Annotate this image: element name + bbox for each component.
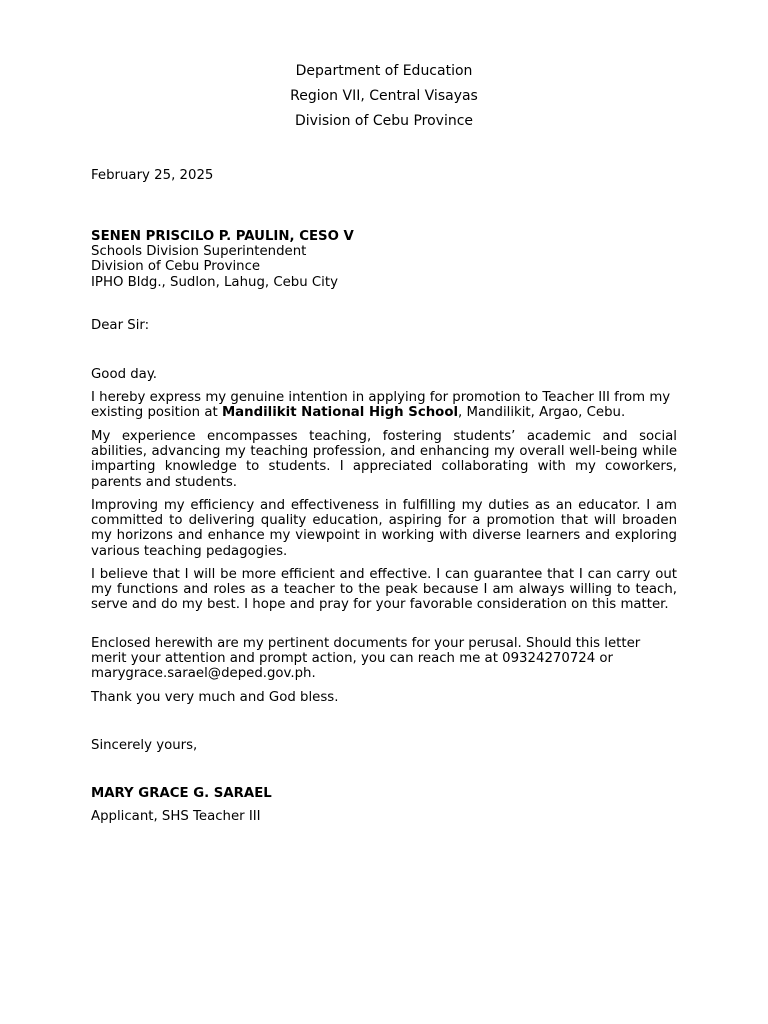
- salutation: Dear Sir:: [91, 318, 150, 333]
- paragraph-intention-end: , Mandilikit, Argao, Cebu.: [458, 405, 626, 421]
- enclosure-line-2: merit your attention and prompt action, you can reach me at 09324270724 or: [91, 651, 614, 667]
- greeting: Good day.: [91, 367, 158, 382]
- enclosure-line-1: Enclosed herewith are my pertinent documents for your perusal. Should this letter: [91, 636, 641, 651]
- paragraph-experience: My experience encompasses teaching, fostering students’ academic and social abilities, advancing my teaching profession, and enhancing my overall well-being while imparting knowledge to students. I appreciated collaborating with my coworkers, parents and students.: [91, 429, 677, 490]
- header-division: Division of Cebu Province: [294, 113, 474, 129]
- recipient-address: IPHO Bldg., Sudlon, Lahug, Cebu City: [91, 274, 338, 290]
- paragraph-intention: [91, 390, 677, 420]
- header-department: Department of Education: [295, 63, 473, 79]
- recipient-block: [91, 229, 677, 290]
- paragraph-intention-text: I hereby express my genuine intention in applying for promotion to Teacher III from my existing position at: [91, 390, 671, 421]
- thanks-line: Thank you very much and God bless.: [91, 690, 339, 705]
- header-region: Region VII, Central Visayas: [290, 88, 478, 104]
- paragraph-commitment: I believe that I will be more efficient and effective. I can guarantee that I can carry out my functions and roles as a teacher to the peak because I am always willing to teach, serve and do my best. I hope and pray for your favorable consideration on this matter.: [91, 567, 677, 613]
- school-name: Mandilikit National High School: [221, 405, 459, 421]
- letter-date: February 25, 2025: [91, 168, 214, 183]
- signatory-name: MARY GRACE G. SARAEL: [91, 786, 272, 801]
- enclosure-line-3: marygrace.sarael@deped.gov.ph.: [91, 666, 316, 682]
- paragraph-efficiency: Improving my efficiency and effectiveness in fulfilling my duties as an educator. I am committed to delivering quality education, aspiring for a promotion that will broaden my horizons and enhance my viewpoint in working with diverse learners and exploring various teaching pedagogies.: [91, 498, 677, 559]
- recipient-title: Schools Division Superintendent: [91, 244, 307, 260]
- recipient-office: Division of Cebu Province: [91, 259, 261, 275]
- recipient-name: SENEN PRISCILO P. PAULIN, CESO V: [91, 229, 354, 244]
- signatory-position: Applicant, SHS Teacher III: [91, 809, 261, 824]
- paragraph-enclosure: [91, 636, 677, 682]
- closing: Sincerely yours,: [91, 738, 198, 753]
